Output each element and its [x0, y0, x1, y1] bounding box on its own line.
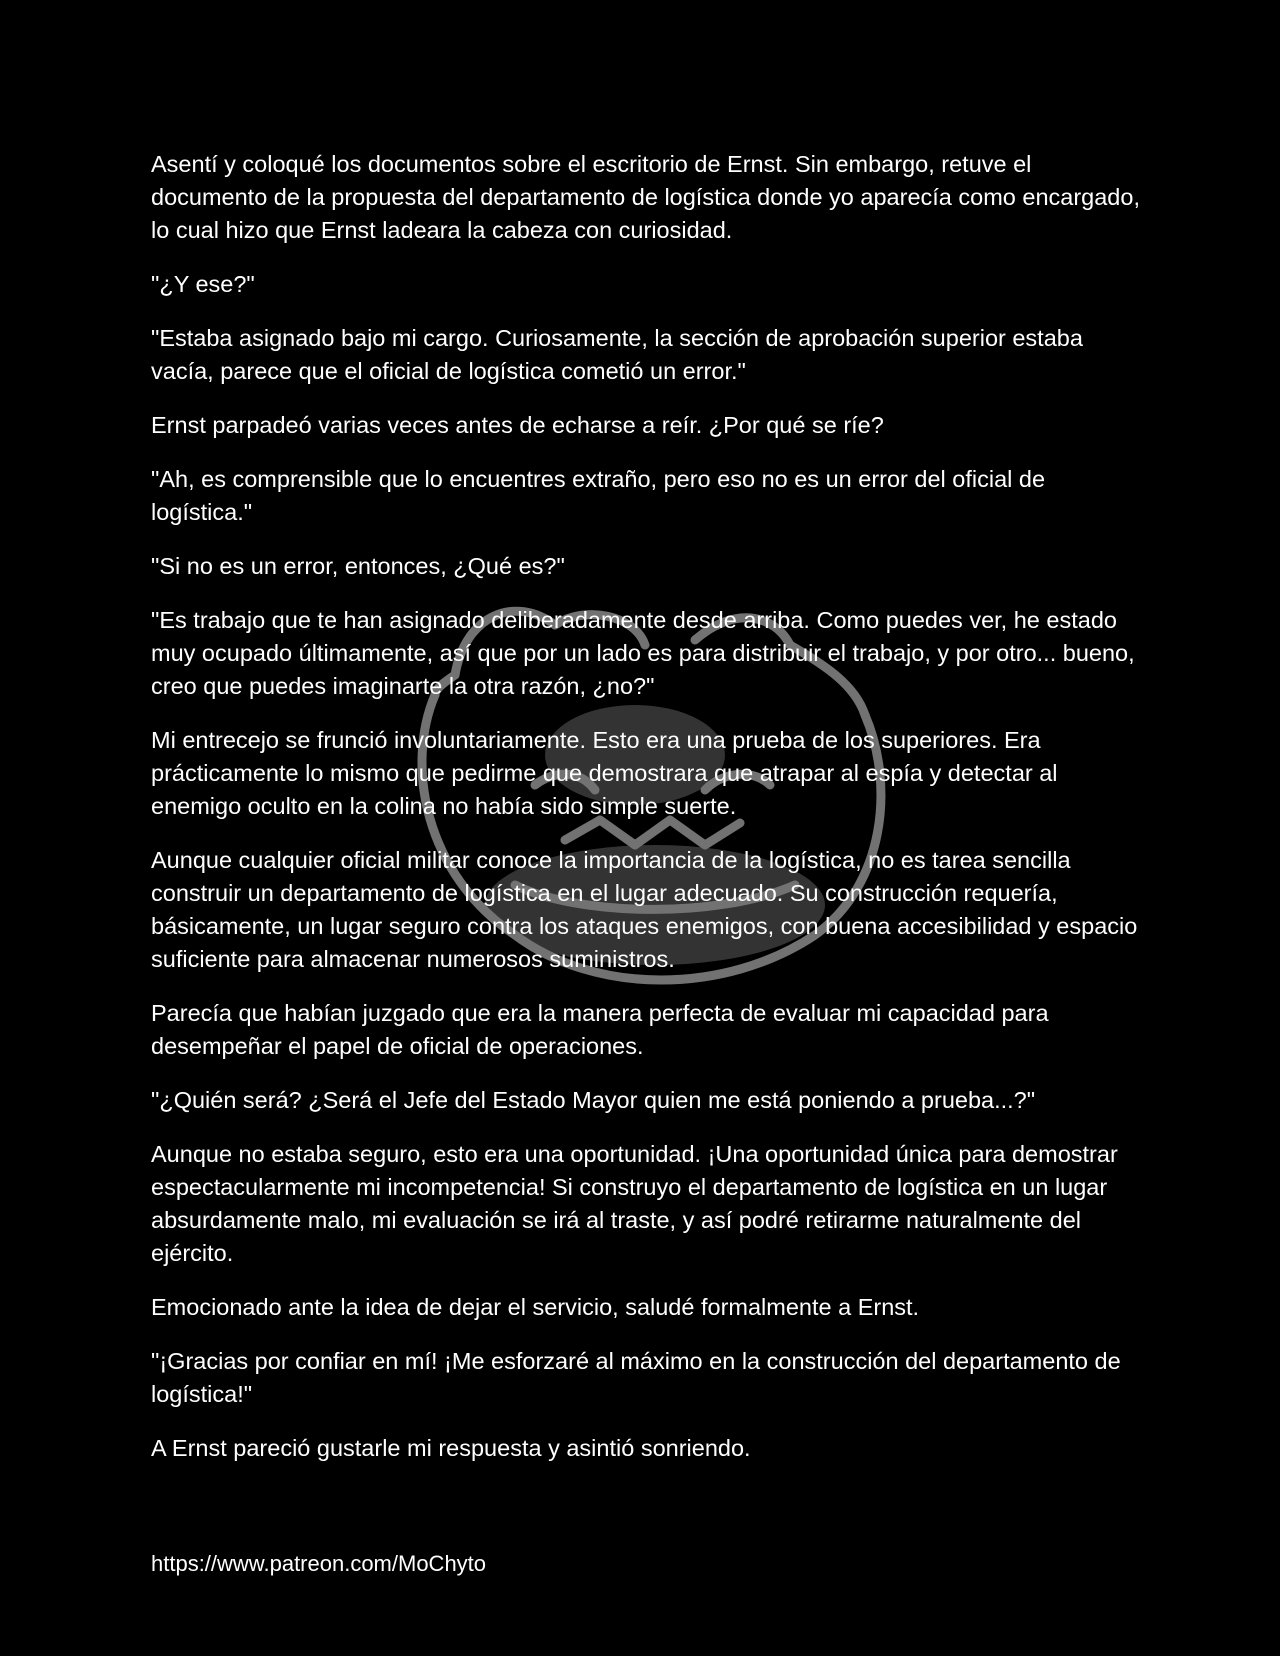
paragraph: Ernst parpadeó varias veces antes de echarse a reír. ¿Por qué se ríe?	[151, 412, 884, 438]
paragraph: "¿Y ese?"	[151, 271, 255, 297]
paragraph: Parecía que habían juzgado que era la manera perfecta de evaluar mi capacidad para desempeñar el papel de oficial de operaciones.	[151, 1000, 1049, 1059]
paragraph: "¡Gracias por confiar en mí! ¡Me esforzaré al máximo en la construcción del departamento de logística!"	[151, 1348, 1121, 1407]
paragraph: A Ernst pareció gustarle mi respuesta y asintió sonriendo.	[151, 1435, 751, 1461]
paragraph: Aunque cualquier oficial militar conoce la importancia de la logística, no es tarea sencilla construir un departamento de logística en el lugar adecuado. Su construcción requería, básicamente, un lugar seguro contra los ataques enemigos, con buena accesibilidad y espacio suficiente para almacenar numerosos suministros.	[151, 847, 1138, 972]
paragraph: "Estaba asignado bajo mi cargo. Curiosamente, la sección de aprobación superior estaba vacía, parece que el oficial de logística cometió un error."	[151, 325, 1083, 384]
paragraph: Asentí y coloqué los documentos sobre el escritorio de Ernst. Sin embargo, retuve el documento de la propuesta del departamento de logística donde yo aparecía como encargado, lo cual hizo que Ernst ladeara la cabeza con curiosidad.	[151, 151, 1140, 243]
paragraph: Emocionado ante la idea de dejar el servicio, saludé formalmente a Ernst.	[151, 1294, 920, 1320]
chapter-text	[151, 148, 1141, 1486]
paragraph: Mi entrecejo se frunció involuntariamente. Esto era una prueba de los superiores. Era prácticamente lo mismo que pedirme que demostrara que atrapar al espía y detectar al enemigo oculto en la colina no había sido simple suerte.	[151, 727, 1058, 819]
paragraph: Aunque no estaba seguro, esto era una oportunidad. ¡Una oportunidad única para demostrar espectacularmente mi incompetencia! Si construyo el departamento de logística en un lugar absurdamente malo, mi evaluación se irá al traste, y así podré retirarme naturalmente del ejército.	[151, 1141, 1118, 1266]
paragraph: "Si no es un error, entonces, ¿Qué es?"	[151, 553, 565, 579]
patreon-link[interactable]: https://www.patreon.com/MoChyto	[151, 1551, 487, 1576]
paragraph: "Es trabajo que te han asignado deliberadamente desde arriba. Como puedes ver, he estado muy ocupado últimamente, así que por un lado es para distribuir el trabajo, y por otro... bueno, creo que puedes imaginarte la otra razón, ¿no?"	[151, 607, 1135, 699]
paragraph: "¿Quién será? ¿Será el Jefe del Estado Mayor quien me está poniendo a prueba...?"	[151, 1087, 1036, 1113]
paragraph: "Ah, es comprensible que lo encuentres extraño, pero eso no es un error del oficial de logística."	[151, 466, 1046, 525]
